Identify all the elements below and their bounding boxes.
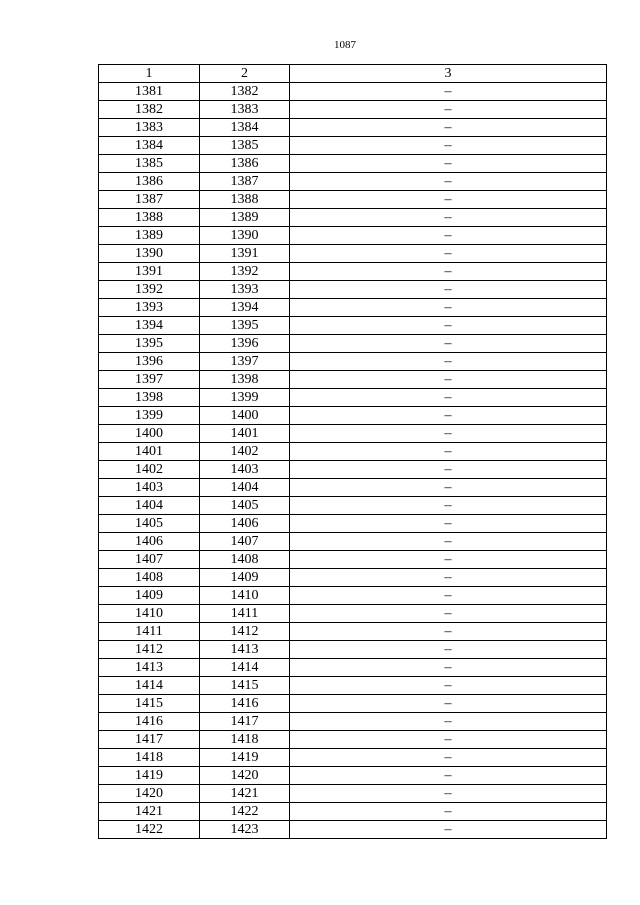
table-cell-col-2: 1383 xyxy=(200,101,290,119)
table-cell-col-2: 1401 xyxy=(200,425,290,443)
table-cell-col-1: 1417 xyxy=(99,731,200,749)
table-row xyxy=(99,443,607,461)
table-cell-col-2: 1386 xyxy=(200,155,290,173)
table-cell-col-2: 1409 xyxy=(200,569,290,587)
table-row xyxy=(99,245,607,263)
table-cell-col-2: 1387 xyxy=(200,173,290,191)
table-cell-col-3: – xyxy=(290,191,607,209)
table-row xyxy=(99,371,607,389)
table-cell-col-3: – xyxy=(290,713,607,731)
table-row xyxy=(99,695,607,713)
table-cell-col-1: 1385 xyxy=(99,155,200,173)
table-row xyxy=(99,137,607,155)
table-cell-col-1: 1402 xyxy=(99,461,200,479)
table-cell-col-3: – xyxy=(290,389,607,407)
table-row xyxy=(99,281,607,299)
table-cell-col-1: 1400 xyxy=(99,425,200,443)
table-cell-col-2: 1417 xyxy=(200,713,290,731)
table-cell-col-1: 1398 xyxy=(99,389,200,407)
table-cell-col-2: 1414 xyxy=(200,659,290,677)
table-row xyxy=(99,461,607,479)
table-cell-col-3: – xyxy=(290,587,607,605)
table-cell-col-2: 1405 xyxy=(200,497,290,515)
table-cell-col-2: 1410 xyxy=(200,587,290,605)
table-cell-col-3: – xyxy=(290,803,607,821)
table-row xyxy=(99,551,607,569)
table-cell-col-3: – xyxy=(290,299,607,317)
table-cell-col-3: – xyxy=(290,695,607,713)
table-cell-col-1: 1396 xyxy=(99,353,200,371)
table-cell-col-2: 1398 xyxy=(200,371,290,389)
table-cell-col-3: – xyxy=(290,443,607,461)
table-body xyxy=(99,83,607,839)
table-cell-col-1: 1406 xyxy=(99,533,200,551)
table-cell-col-1: 1404 xyxy=(99,497,200,515)
table-cell-col-3: – xyxy=(290,245,607,263)
table-cell-col-3: – xyxy=(290,353,607,371)
table-cell-col-1: 1390 xyxy=(99,245,200,263)
page-number: 1087 xyxy=(334,39,356,51)
table-cell-col-2: 1392 xyxy=(200,263,290,281)
table-cell-col-1: 1413 xyxy=(99,659,200,677)
table-cell-col-1: 1422 xyxy=(99,821,200,839)
table-cell-col-1: 1395 xyxy=(99,335,200,353)
table-cell-col-2: 1420 xyxy=(200,767,290,785)
table-cell-col-2: 1403 xyxy=(200,461,290,479)
table-cell-col-2: 1397 xyxy=(200,353,290,371)
table-cell-col-2: 1395 xyxy=(200,317,290,335)
table-cell-col-1: 1388 xyxy=(99,209,200,227)
table-row xyxy=(99,713,607,731)
table-cell-col-2: 1385 xyxy=(200,137,290,155)
table-cell-col-2: 1407 xyxy=(200,533,290,551)
table-cell-col-1: 1411 xyxy=(99,623,200,641)
table-cell-col-2: 1416 xyxy=(200,695,290,713)
table-cell-col-3: – xyxy=(290,227,607,245)
table-cell-col-3: – xyxy=(290,551,607,569)
table-cell-col-3: – xyxy=(290,641,607,659)
table-cell-col-2: 1412 xyxy=(200,623,290,641)
table-row xyxy=(99,317,607,335)
table-row xyxy=(99,767,607,785)
table-row xyxy=(99,101,607,119)
table-cell-col-3: – xyxy=(290,425,607,443)
table-cell-col-1: 1386 xyxy=(99,173,200,191)
table-row xyxy=(99,641,607,659)
table-cell-col-2: 1394 xyxy=(200,299,290,317)
table-cell-col-2: 1396 xyxy=(200,335,290,353)
table-cell-col-1: 1392 xyxy=(99,281,200,299)
table-row xyxy=(99,533,607,551)
table-cell-col-3: – xyxy=(290,335,607,353)
table-cell-col-1: 1418 xyxy=(99,749,200,767)
table-cell-col-3: – xyxy=(290,281,607,299)
table-cell-col-3: – xyxy=(290,533,607,551)
table-cell-col-2: 1415 xyxy=(200,677,290,695)
table-cell-col-1: 1383 xyxy=(99,119,200,137)
table-cell-col-3: – xyxy=(290,155,607,173)
table-cell-col-2: 1384 xyxy=(200,119,290,137)
table-row xyxy=(99,263,607,281)
table-cell-col-2: 1382 xyxy=(200,83,290,101)
table-cell-col-1: 1401 xyxy=(99,443,200,461)
table-cell-col-3: – xyxy=(290,263,607,281)
table-cell-col-3: – xyxy=(290,461,607,479)
table-row xyxy=(99,479,607,497)
table-cell-col-2: 1389 xyxy=(200,209,290,227)
table-cell-col-3: – xyxy=(290,407,607,425)
table-cell-col-3: – xyxy=(290,317,607,335)
table-cell-col-1: 1387 xyxy=(99,191,200,209)
table-cell-col-1: 1414 xyxy=(99,677,200,695)
table-cell-col-2: 1408 xyxy=(200,551,290,569)
table-cell-col-2: 1404 xyxy=(200,479,290,497)
table-cell-col-2: 1402 xyxy=(200,443,290,461)
table-row xyxy=(99,155,607,173)
table-cell-col-1: 1419 xyxy=(99,767,200,785)
table-cell-col-2: 1390 xyxy=(200,227,290,245)
table-cell-col-1: 1403 xyxy=(99,479,200,497)
table-cell-col-3: – xyxy=(290,785,607,803)
table-cell-col-3: – xyxy=(290,821,607,839)
table-cell-col-1: 1394 xyxy=(99,317,200,335)
table-row xyxy=(99,407,607,425)
table-cell-col-1: 1391 xyxy=(99,263,200,281)
table-cell-col-1: 1416 xyxy=(99,713,200,731)
table-row xyxy=(99,389,607,407)
table-cell-col-2: 1406 xyxy=(200,515,290,533)
table-cell-col-1: 1393 xyxy=(99,299,200,317)
table-cell-col-3: – xyxy=(290,749,607,767)
table-row xyxy=(99,335,607,353)
table-cell-col-3: – xyxy=(290,101,607,119)
table-row xyxy=(99,587,607,605)
table-cell-col-1: 1407 xyxy=(99,551,200,569)
table-cell-col-1: 1389 xyxy=(99,227,200,245)
table-cell-col-2: 1418 xyxy=(200,731,290,749)
table-cell-col-1: 1405 xyxy=(99,515,200,533)
table-cell-col-3: – xyxy=(290,173,607,191)
table-cell-col-1: 1410 xyxy=(99,605,200,623)
table-row xyxy=(99,803,607,821)
table-cell-col-3: – xyxy=(290,569,607,587)
table-row xyxy=(99,227,607,245)
header-row xyxy=(99,65,607,83)
table-row xyxy=(99,209,607,227)
table-cell-col-1: 1382 xyxy=(99,101,200,119)
table-cell-col-1: 1409 xyxy=(99,587,200,605)
table-cell-col-2: 1393 xyxy=(200,281,290,299)
table-row xyxy=(99,119,607,137)
table-cell-col-2: 1422 xyxy=(200,803,290,821)
table-cell-col-3: – xyxy=(290,209,607,227)
table-cell-col-1: 1381 xyxy=(99,83,200,101)
table-cell-col-3: – xyxy=(290,479,607,497)
table-row xyxy=(99,497,607,515)
table-row xyxy=(99,659,607,677)
table-cell-col-2: 1391 xyxy=(200,245,290,263)
table-cell-col-1: 1397 xyxy=(99,371,200,389)
table-cell-col-1: 1384 xyxy=(99,137,200,155)
table-cell-col-1: 1399 xyxy=(99,407,200,425)
table-cell-col-3: – xyxy=(290,119,607,137)
table-cell-col-2: 1399 xyxy=(200,389,290,407)
table-row xyxy=(99,821,607,839)
table-cell-col-3: – xyxy=(290,605,607,623)
table-cell-col-2: 1419 xyxy=(200,749,290,767)
table-cell-col-3: – xyxy=(290,515,607,533)
table-cell-col-2: 1421 xyxy=(200,785,290,803)
table-cell-col-1: 1408 xyxy=(99,569,200,587)
column-header-2: 2 xyxy=(200,65,290,83)
table-row xyxy=(99,785,607,803)
table-cell-col-3: – xyxy=(290,659,607,677)
table-cell-col-2: 1413 xyxy=(200,641,290,659)
table-cell-col-2: 1423 xyxy=(200,821,290,839)
table-cell-col-3: – xyxy=(290,497,607,515)
table-row xyxy=(99,605,607,623)
table-cell-col-2: 1400 xyxy=(200,407,290,425)
table-row xyxy=(99,173,607,191)
table-cell-col-3: – xyxy=(290,767,607,785)
table-row xyxy=(99,83,607,101)
table-cell-col-1: 1421 xyxy=(99,803,200,821)
table-cell-col-3: – xyxy=(290,83,607,101)
column-header-1: 1 xyxy=(99,65,200,83)
table-row xyxy=(99,731,607,749)
data-table xyxy=(98,64,607,839)
table-cell-col-3: – xyxy=(290,137,607,155)
table-cell-col-3: – xyxy=(290,731,607,749)
table-cell-col-1: 1412 xyxy=(99,641,200,659)
table-cell-col-3: – xyxy=(290,623,607,641)
table-row xyxy=(99,569,607,587)
table-row xyxy=(99,623,607,641)
table-row xyxy=(99,749,607,767)
table-cell-col-3: – xyxy=(290,371,607,389)
table-row xyxy=(99,191,607,209)
table-cell-col-1: 1420 xyxy=(99,785,200,803)
table-row xyxy=(99,425,607,443)
table-row xyxy=(99,299,607,317)
column-header-3: 3 xyxy=(290,65,607,83)
table-cell-col-2: 1411 xyxy=(200,605,290,623)
table-row xyxy=(99,353,607,371)
table-cell-col-2: 1388 xyxy=(200,191,290,209)
table-cell-col-3: – xyxy=(290,677,607,695)
table-row xyxy=(99,515,607,533)
table-cell-col-1: 1415 xyxy=(99,695,200,713)
table-row xyxy=(99,677,607,695)
